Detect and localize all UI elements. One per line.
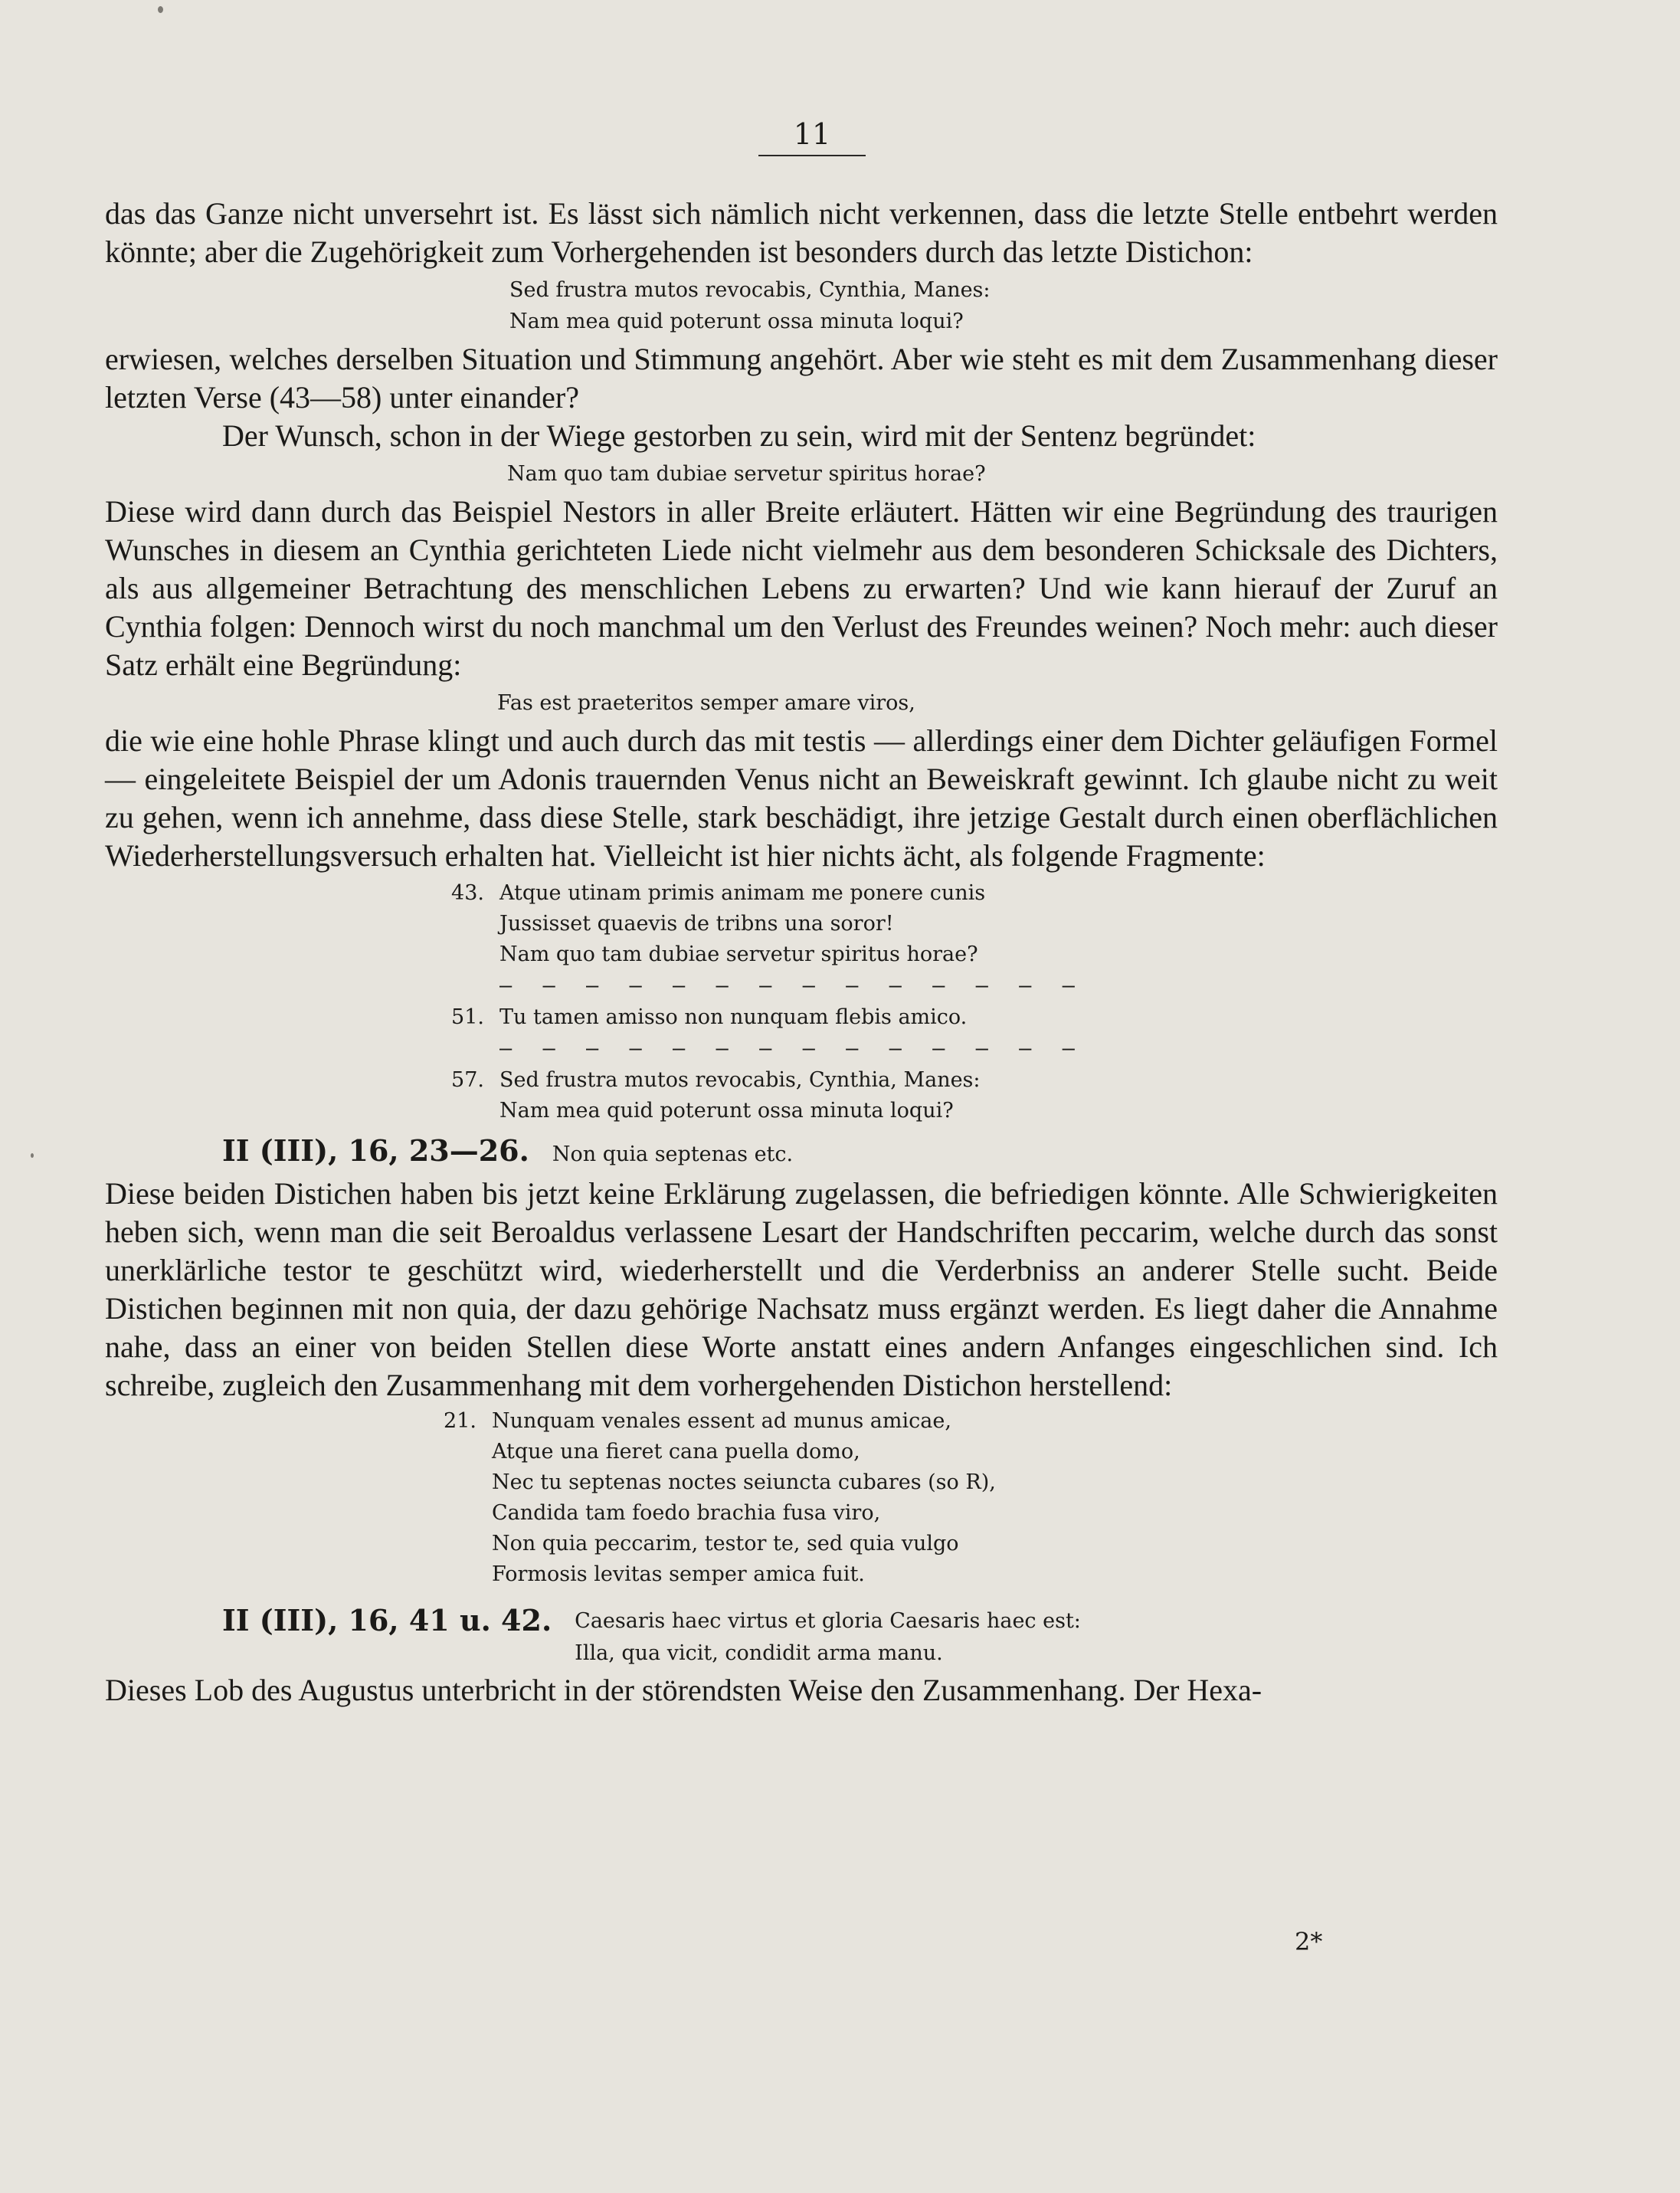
verse-row <box>105 939 1498 970</box>
verse-line: Nam mea quid poterunt ossa minuta loqui? <box>499 1099 954 1123</box>
verse-row <box>105 1002 1498 1033</box>
paragraph: Diese wird dann durch das Beispiel Nestors in aller Breite erläutert. Hätten wir eine Begründung des traurigen Wunsches in diesem an Cynthia gerichteten Liede nicht vielmehr aus dem besonderen Schicksale des Dichters, als aus allgemeiner Betrachtung des menschlichen Lebens zu erwarten? Und wie kann hierauf der Zuruf an Cynthia folgen: Dennoch wirst du noch manchmal um den Verlust des Freundes weinen? Noch mehr: auch dieser Satz erhält eine Begründung: <box>105 494 1498 682</box>
verse-number: 43. <box>451 881 484 905</box>
verse-line: Illa, qua vicit, condidit arma manu. <box>575 1641 943 1665</box>
verse-row <box>105 1498 1498 1529</box>
fragment-verses <box>105 1002 1498 1033</box>
verse-row <box>105 1529 1498 1559</box>
body-text <box>105 195 1498 1709</box>
print-speckle <box>158 6 163 13</box>
verse-line: Atque utinam primis animam me ponere cunis <box>499 881 986 905</box>
omission-dashes: — — — — — — — — — — — — — — <box>499 974 1084 998</box>
paragraph: erwiesen, welches derselben Situation und Stimmung angehört. Aber wie steht es mit dem Zusammenhang dieser letzten Verse (43—58) unter einander? <box>105 342 1498 415</box>
reconstructed-verses <box>105 1406 1498 1590</box>
verse-line: Sed frustra mutos revocabis, Cynthia, Manes: <box>499 1068 981 1092</box>
verse-line: Nunquam venales essent ad munus amicae, <box>492 1409 951 1433</box>
verse-quote <box>105 455 1498 493</box>
verse-line: Nam quo tam dubiae servetur spiritus horae? <box>507 462 986 486</box>
verse-row <box>105 1559 1498 1590</box>
omission-dashes: — — — — — — — — — — — — — — <box>499 1037 1084 1060</box>
verse-quote <box>105 684 1498 722</box>
paragraph: Dieses Lob des Augustus unterbricht in der störendsten Weise den Zusammenhang. Der Hexa- <box>105 1673 1262 1707</box>
paragraph: die wie eine hohle Phrase klingt und auch durch das mit testis — allerdings einer dem Dichter geläufigen Formel — eingeleitete Beispiel der um Adonis trauernden Venus nicht an Beweiskraft gewinnt. Ich glaube nicht zu weit zu gehen, wenn ich annehme, dass diese Stelle, stark beschädigt, ihre jetzige Gestalt durch einen oberflächlichen Wiederherstellungsversuch erhalten hat. Vielleicht ist hier nichts ächt, als folgende Fragmente: <box>105 723 1498 873</box>
fragment-verses <box>105 1065 1498 1126</box>
verse-number: 51. <box>451 1005 484 1029</box>
verse-line: Formosis levitas semper amica fuit. <box>492 1562 865 1586</box>
verse-line: Atque una fieret cana puella domo, <box>492 1440 860 1464</box>
section-heading-row <box>105 1131 1498 1175</box>
signature-mark: 2* <box>1295 1927 1323 1956</box>
paragraph: Diese beiden Distichen haben bis jetzt keine Erklärung zugelassen, die befriedigen könnte. Alle Schwierigkeiten heben sich, wenn man die seit Beroaldus verlassene Lesart der Handschriften peccarim, welche durch das sonst unerklärliche testor te geschützt wird, wiederherstellt und die Verderbniss an anderer Stelle sucht. Beide Distichen beginnen mit non quia, der dazu gehörige Nachsatz muss ergänzt werden. Es liegt daher die Annahme nahe, dass an einer von beiden Stellen diese Worte anstatt eines andern Anfanges eingeschlichen sind. Ich schreibe, zugleich den Zusammenhang mit dem vorhergehenden Distichon herstellend: <box>105 1176 1498 1402</box>
paragraph: Der Wunsch, schon in der Wiege gestorben zu sein, wird mit der Sentenz begründet: <box>222 418 1256 453</box>
verse-line: Fas est praeteritos semper amare viros, <box>497 691 915 715</box>
page-number: 11 <box>758 115 866 156</box>
section-heading: II (III), 16, 41 u. 42. <box>222 1603 552 1637</box>
print-speckle <box>31 1153 34 1158</box>
verse-line: Nam quo tam dubiae servetur spiritus horae? <box>499 942 978 966</box>
verse-line: Sed frustra mutos revocabis, Cynthia, Manes: <box>509 278 991 302</box>
fragment-verses <box>105 878 1498 970</box>
verse-row <box>105 1065 1498 1096</box>
verse-row <box>105 1406 1498 1437</box>
verse-number: 57. <box>451 1068 484 1092</box>
verse-line: Nec tu septenas noctes seiuncta cubares (so R), <box>492 1470 996 1494</box>
verse-line: Candida tam foedo brachia fusa viro, <box>492 1501 881 1525</box>
verse-line: Caesaris haec virtus et gloria Caesaris haec est: <box>575 1609 1081 1633</box>
verse-row <box>105 1467 1498 1498</box>
verse-row <box>105 878 1498 909</box>
heading-quote: Non quia septenas etc. <box>552 1142 794 1166</box>
verse-line: Non quia peccarim, testor te, sed quia vulgo <box>492 1532 959 1555</box>
verse-line: Tu tamen amisso non nunquam flebis amico. <box>499 1005 968 1029</box>
verse-row <box>105 1096 1498 1126</box>
heading-quote <box>552 1601 1081 1670</box>
verse-number: 21. <box>444 1409 476 1433</box>
section-heading: II (III), 16, 23—26. <box>222 1133 529 1168</box>
verse-quote <box>105 271 1498 340</box>
verse-row <box>105 909 1498 939</box>
verse-line: Nam mea quid poterunt ossa minuta loqui? <box>509 310 964 333</box>
verse-row <box>105 1437 1498 1467</box>
paragraph: das das Ganze nicht unversehrt ist. Es lässt sich nämlich nicht verkennen, dass die letzte Stelle entbehrt werden könnte; aber die Zugehörigkeit zum Vorhergehenden ist besonders durch das letzte Distichon: <box>105 196 1498 269</box>
section-heading-row <box>105 1601 1498 1670</box>
verse-line: Jussisset quaevis de tribns una soror! <box>499 912 894 936</box>
